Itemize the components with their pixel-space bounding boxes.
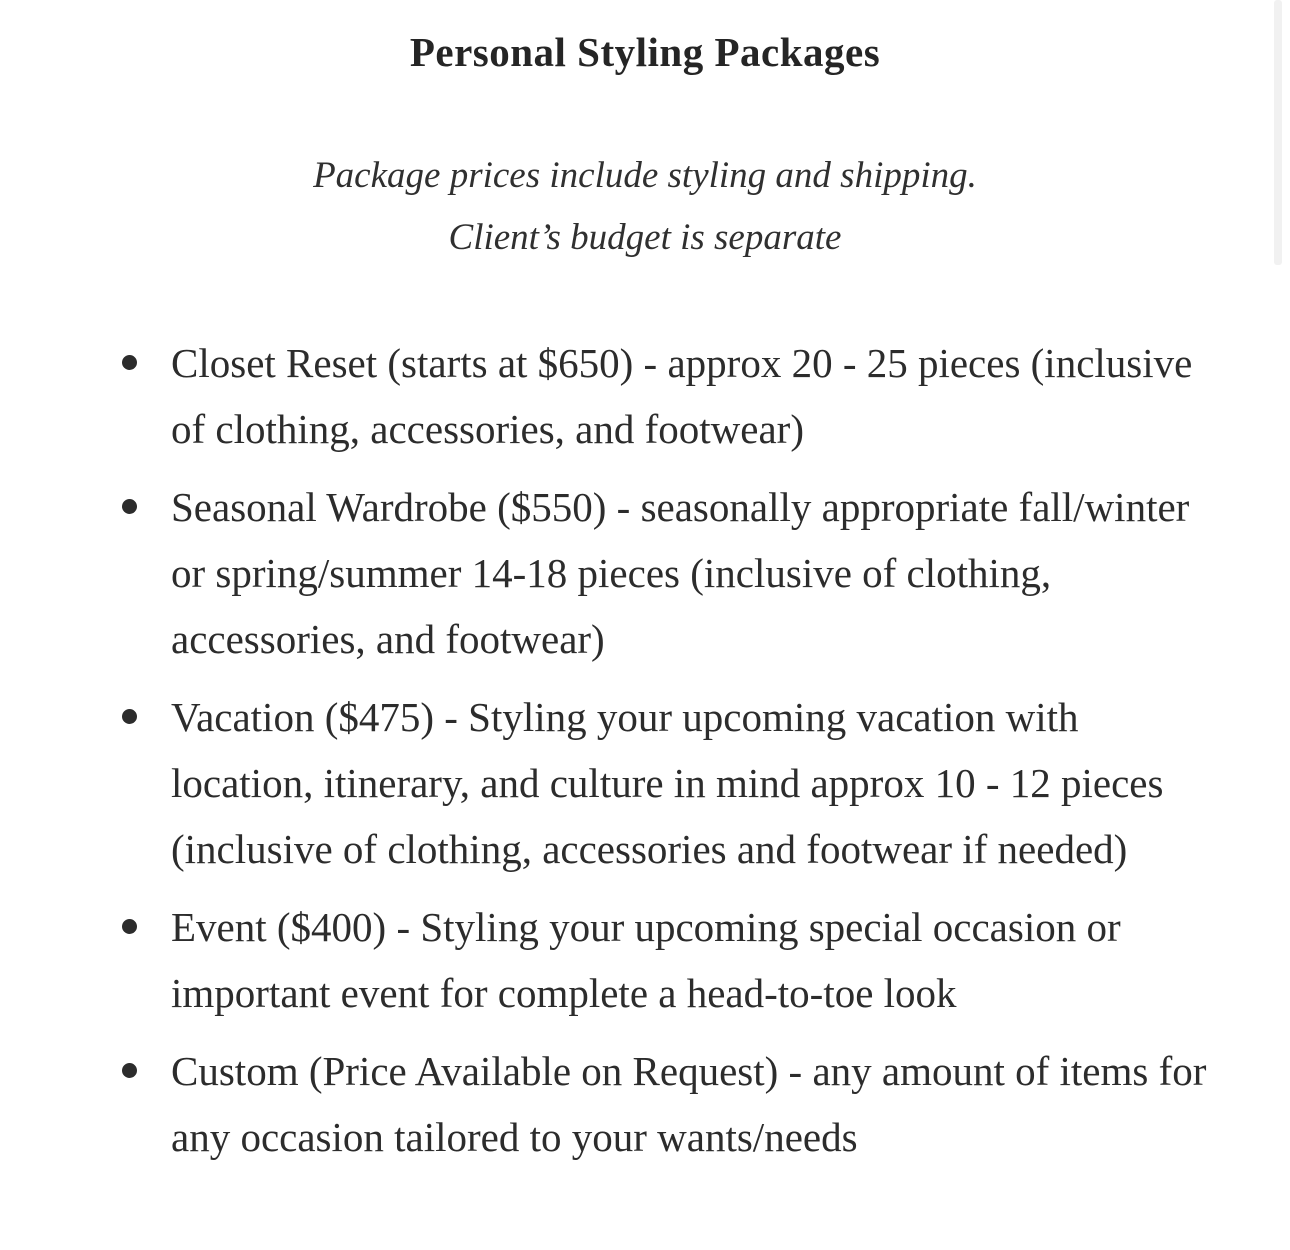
subtitle-line-2: Client’s budget is separate (448, 217, 842, 258)
list-item (0, 1038, 1290, 1170)
list-item (0, 474, 1290, 672)
package-list (0, 330, 1290, 1182)
bullet-icon (122, 499, 137, 514)
page-title: Personal Styling Packages (409, 29, 881, 75)
package-event: Event ($400) - Styling your upcoming special occasion or important event for complete a head-to-toe look (171, 904, 1121, 1016)
package-seasonal-wardrobe: Seasonal Wardrobe ($550) - seasonally appropriate fall/winter or spring/summer 14-18 pieces (inclusive of clothing, accessories, and footwear) (171, 484, 1190, 662)
list-item (0, 684, 1290, 882)
scrollbar[interactable] (1274, 0, 1282, 265)
package-closet-reset: Closet Reset (starts at $650) - approx 20 - 25 pieces (inclusive of clothing, accessories, and footwear) (171, 340, 1193, 452)
package-custom: Custom (Price Available on Request) - any amount of items for any occasion tailored to your wants/needs (171, 1048, 1207, 1160)
bullet-icon (122, 919, 137, 934)
subtitle-line-1: Package prices include styling and shipping. (313, 155, 977, 196)
bullet-icon (122, 355, 137, 370)
package-vacation: Vacation ($475) - Styling your upcoming vacation with location, itinerary, and culture in mind approx 10 - 12 pieces (inclusive of clothing, accessories and footwear if needed) (171, 694, 1164, 872)
bullet-icon (122, 709, 137, 724)
bullet-icon (122, 1063, 137, 1078)
list-item (0, 894, 1290, 1026)
list-item (0, 330, 1290, 462)
